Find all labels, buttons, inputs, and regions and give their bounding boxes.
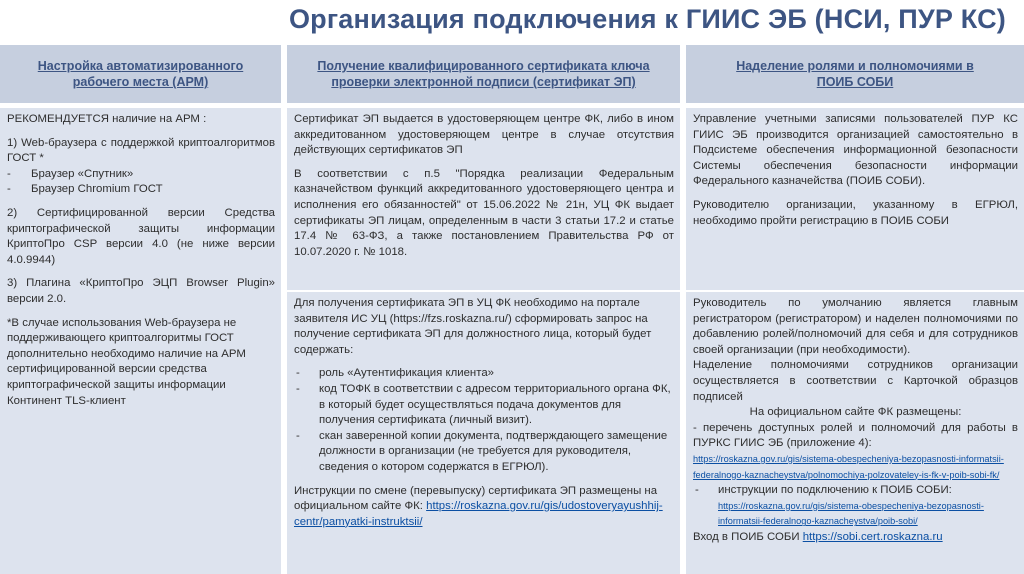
certificate-instructions-text: Инструкции по смене (перевыпуску) сертификата ЭП размещены на официальном сайте ФК: — [294, 484, 658, 513]
arm-item-plugin: 3) Плагина «КриптоПро ЭЦП Browser Plugin» версии 2.0. — [7, 277, 275, 305]
arm-item-cryptopro: 2) Сертифицированной версии Средства криптографической защиты информации КриптоПро CSP версии 4.0 (не ниже версии 4.0.9944) — [7, 206, 275, 266]
arm-browser-option: - Браузер Chromium ГОСТ — [7, 183, 163, 196]
account-management-text: Управление учетными записями пользователей ПУР КС ГИИС ЭБ производится организацией самостоятельно в Подсистеме обеспечения информационной безопасности Системы обеспечения безопасности информации Федерального казначейства (ПОИБ СОБИ). — [693, 113, 1018, 188]
certificate-issuer-text: Сертификат ЭП выдается в удостоверяющем центре ФК, либо в ином аккредитованном удостоверяющем центре в случае отсутствия действующих сертификатов ЭП — [294, 113, 674, 157]
poib-login-text: Вход в ПОИБ СОБИ — [693, 530, 800, 543]
certificate-instructions — [294, 484, 674, 531]
roles-link-wrap — [693, 452, 1018, 483]
roles-link[interactable]: https://roskazna.gov.ru/gis/sistema-obespecheniya-bezopasnosti-informatsii-federalnogo-kaznacheystva/polnomochiya-polzovateley-is-fk-v-poib-sobi-fk/ — [693, 453, 1004, 480]
roles-assignment — [686, 292, 1024, 574]
arm-requirements — [0, 108, 281, 574]
header-certificate — [287, 45, 680, 103]
certificate-legal-basis: В соответствии с п.5 "Порядка реализации Федеральным казначейством функций аккредитованного удостоверяющего центра и исполнения его обязанностей" от 15.06.2022 № 21н, УЦ ФК выдает сертификаты ЭП лицам, определенным в части 3 статьи 17.2 и статье 17.4 № 63-ФЗ, а также постановлением Правительства РФ от 10.07.2020 г. № 1018. — [294, 167, 674, 258]
roles-list-text: - перечень доступных ролей и полномочий для работы в ПУРКС ГИИС ЭБ (приложение 4): — [693, 421, 1018, 450]
header-arm — [0, 45, 281, 103]
header-arm-label: Настройка автоматизированного рабочего места (АРМ) — [37, 59, 244, 89]
certificate-issuance — [287, 108, 680, 290]
certificate-request-text: Для получения сертификата ЭП в УЦ ФК необходимо на портале заявителя ИС УЦ (https://fzs.roskazna.ru/) сформировать запрос на получение сертификата ЭП для должностного лица, который будет содержать: — [294, 297, 652, 356]
instructions-link[interactable]: https://roskazna.gov.ru/gis/udostoveryayushhij-centr/pamyatki-instruktsii/ — [294, 500, 663, 528]
arm-note: *В случае использования Web-браузера не поддерживающего криптоалгоритмы ГОСТ дополнительно необходимо наличие на АРМ сертифицированной версии средства криптографической защиты информации Континент TLS-клиент — [7, 316, 246, 407]
list-item-text: код ТОФК в соответствии с адресом территориального органа ФК, в который будет осуществляться подача документов для получения сертификата (личный визит). — [319, 382, 671, 427]
poib-login-link[interactable]: https://sobi.cert.roskazna.ru — [802, 530, 943, 543]
arm-item-browser: 1) Web-браузера с поддержкой криптоалгоритмов ГОСТ * — [7, 136, 275, 165]
list-item-text: роль «Аутентификация клиента» — [319, 367, 494, 380]
header-certificate-label: Получение квалифицированного сертификата ключа проверки электронной подписи (сертификат ЭП) — [317, 59, 650, 89]
arm-browser-option-label: Браузер «Спутник» — [31, 167, 134, 180]
header-roles — [686, 45, 1024, 103]
arm-browser-option: - Браузер «Спутник» — [7, 167, 134, 180]
header-roles-label: Наделение ролями и полномочиями в ПОИБ СОБИ — [736, 59, 974, 89]
list-item: - инструкции по подключению к ПОИБ СОБИ: https://roskazna.gov.ru/gis/sistema-obespecheniya-bezopasnosti-informatsii-federalnogo-kaznacheystva/poib-sobi/ — [695, 484, 984, 527]
poib-login — [693, 530, 1018, 546]
arm-browser-option-label: Браузер Chromium ГОСТ — [31, 183, 163, 196]
registrar-text: Руководитель по умолчанию является главным регистратором (регистратором) и наделен полномочиями по добавлению ролей/полномочий для себя и для сотрудников своей организации (при необходимости). — [693, 297, 1018, 356]
list-item-text: инструкции по подключению к ПОИБ СОБИ: — [718, 484, 952, 497]
poib-instructions-link[interactable]: https://roskazna.gov.ru/gis/sistema-obespecheniya-bezopasnosti-informatsii-federalnogo-kaznacheystva/poib-sobi/ — [718, 500, 984, 527]
list-item: - скан заверенной копии документа, подтверждающего замещение должности в организации (не требуется для руководителя, сведения о котором содержатся в ЕГРЮЛ). — [296, 429, 668, 473]
account-management — [686, 108, 1024, 290]
list-item: - роль «Аутентификация клиента» — [296, 367, 494, 380]
list-item-text: скан заверенной копии документа, подтверждающего замещение должности в организации (не требуется для руководителя, сведения о котором содержатся в ЕГРЮЛ). — [319, 429, 668, 473]
published-heading: На официальном сайте ФК размещены: — [749, 406, 962, 419]
registration-requirement: Руководителю организации, указанному в ЕГРЮЛ, необходимо пройти регистрацию в ПОИБ СОБИ — [693, 198, 1018, 227]
page-title: Организация подключения к ГИИС ЭБ (НСИ, ПУР КС) — [288, 4, 1006, 34]
delegation-text: Наделение полномочиями сотрудников организации осуществляется в соответствии с Карточкой образцов подписей — [693, 359, 1018, 403]
certificate-request — [287, 292, 680, 574]
arm-intro: РЕКОМЕНДУЕТСЯ наличие на АРМ : — [7, 113, 207, 125]
list-item: - код ТОФК в соответствии с адресом территориального органа ФК, в который будет осуществляться подача документов для получения сертификата (личный визит). — [296, 382, 671, 427]
